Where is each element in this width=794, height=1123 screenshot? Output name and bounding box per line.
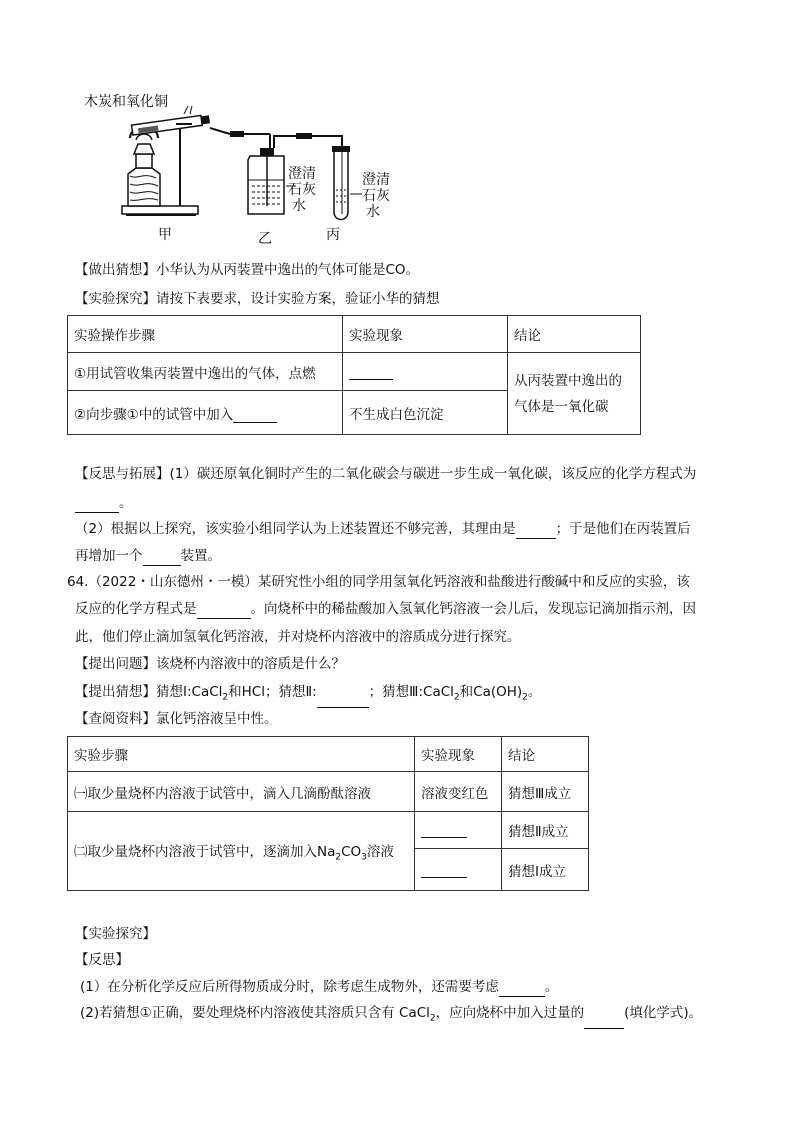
table2-row1-conclusion: 猜想Ⅲ成立 (502, 772, 589, 812)
apparatus-drawing (80, 88, 400, 248)
q64-intro-line2: 反应的化学方程式是 。向烧杯中的稀盐酸加入氢氧化钙溶液一会儿后，发现忘记滴加指示剂，因 (75, 601, 696, 617)
table2-row2a-conclusion: 猜想Ⅱ成立 (502, 812, 589, 849)
reflect2-line1: （2）根据以上探究，该实验小组同学认为上述装置还不够完善，其理由是 ；于是他们在丙装置后 (75, 521, 691, 537)
q64-explore: 【实验探究】 (75, 926, 156, 942)
apparatus-figure (80, 88, 400, 248)
q64-intro-line1: 64.（2022・山东德州・一模）某研究性小组的同学用氢氧化钙溶液和盐酸进行酸碱中和反应的实验，该 (67, 574, 690, 590)
hypothesis-text: 【做出猜想】小华认为从丙装置中逸出的气体可能是CO。 (75, 262, 420, 278)
q64-reflect1-blank[interactable] (499, 982, 545, 997)
table2-row2b-phenomenon-blank[interactable] (415, 849, 502, 891)
q64-reflect: 【反思】 (75, 952, 129, 968)
table2-header-step: 实验步骤 (68, 737, 415, 772)
table1-header-phenomenon: 实验现象 (343, 316, 508, 353)
table1-conclusion-cell: 从丙装置中逸出的 气体是一氧化碳 (508, 353, 641, 435)
q64-question: 【提出问题】该烧杯内溶液中的溶质是什么？ (75, 656, 345, 672)
table1-row2-phenomenon: 不生成白色沉淀 (343, 391, 508, 435)
table2-header-phenomenon: 实验现象 (415, 737, 502, 772)
reflect1-blank[interactable] (75, 498, 119, 513)
q64-reflect1: (1）在分析化学反应后所得物质成分时，除考虑生成物外，还需要考虑 。 (80, 979, 559, 995)
label-limewater-yi: 澄清 石灰 水 (288, 166, 316, 214)
label-limewater-bing: 澄清 石灰 水 (362, 172, 390, 220)
q64-reflect2: (2)若猜想①正确，要处理烧杯内溶液使其溶质只含有 CaCl$_2$，应向烧杯中加入过量的 (填化学式)。 (80, 1003, 702, 1029)
reflect2-blank1[interactable] (516, 524, 556, 539)
table1-header-conclusion: 结论 (508, 316, 641, 353)
q64-equation-blank[interactable] (197, 604, 251, 619)
label-bing: 丙 (326, 227, 340, 243)
q64-info: 【查阅资料】氯化钙溶液呈中性。 (75, 711, 278, 727)
table1-row2-blank[interactable] (233, 408, 277, 423)
table1-row1-step: ①用试管收集丙装置中逸出的气体，点燃 (68, 353, 343, 391)
label-yi: 乙 (258, 231, 272, 247)
reflect1-text: 【反思与拓展】(1）碳还原氧化铜时产生的二氧化碳会与碳进一步生成一氧化碳，该反应的化学方程式为 (75, 466, 697, 482)
reflect2-line2: 再增加一个 装置。 (75, 548, 221, 564)
table2-row2-step: ㈡取少量烧杯内溶液于试管中，逐滴加入$Na_2CO_3$溶液 (68, 812, 415, 891)
label-charcoal-copper-oxide: 木炭和氧化铜 (84, 94, 168, 110)
reflect1-end: 。 (75, 493, 133, 513)
label-jia: 甲 (158, 227, 172, 243)
table2-header-conclusion: 结论 (502, 737, 589, 772)
table2-row2a-phenomenon-blank[interactable] (415, 812, 502, 849)
q64-hypothesis2-blank[interactable] (317, 693, 369, 708)
table1-header-step: 实验操作步骤 (68, 316, 343, 353)
table1-row2-step: ②向步骤①中的试管中加入 (68, 391, 343, 435)
experiment-table-1 (67, 315, 641, 435)
experiment-table-2 (67, 736, 589, 891)
q64-intro-line3: 此，他们停止滴加氢氧化钙溶液，并对烧杯内溶液中的溶质成分进行探究。 (75, 629, 521, 645)
reflect2-blank2[interactable] (143, 551, 181, 566)
table2-row2b-conclusion: 猜想Ⅰ成立 (502, 849, 589, 891)
table2-row1-phenomenon: 溶液变红色 (415, 772, 502, 812)
table2-row1-step: ㈠取少量烧杯内溶液于试管中，滴入几滴酚酞溶液 (68, 772, 415, 812)
q64-reflect2-blank[interactable] (584, 1014, 624, 1029)
q64-hypotheses: 【提出猜想】猜想Ⅰ:CaCl$_2$和HCl；猜想Ⅱ: ；猜想Ⅲ:CaCl$_2$和$Ca(OH)_2$。 (75, 682, 541, 708)
explore-text: 【实验探究】请按下表要求，设计实验方案，验证小华的猜想 (75, 291, 440, 307)
table1-row1-phenomenon-blank[interactable] (343, 353, 508, 391)
